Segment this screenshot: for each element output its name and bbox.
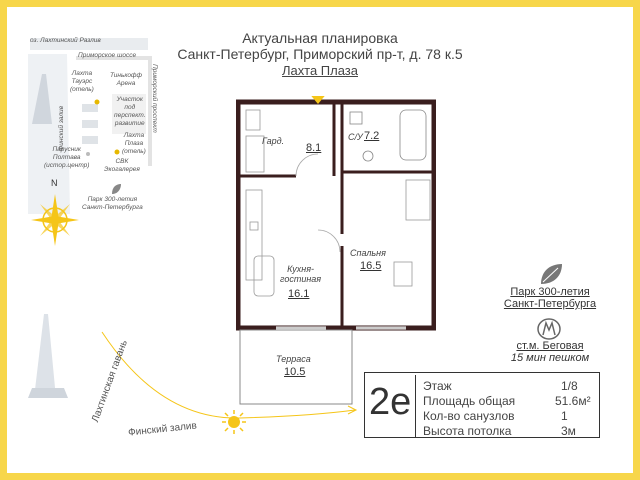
bathroom-area: 7.2 (364, 130, 380, 142)
metro-label: ст.м. Беговая (516, 340, 584, 352)
title-address: Санкт-Петербург, Приморский пр-т, д. 78 к.5 (177, 46, 463, 62)
metro-walk-time: 15 мин пешком (510, 352, 590, 364)
compass-icon (30, 178, 80, 248)
terrace-area: 10.5 (284, 366, 306, 378)
harbor-label: Лахтинская гавань (90, 338, 130, 424)
metro-icon (536, 318, 562, 340)
sun-icon (222, 410, 246, 434)
tower-illustration (28, 310, 68, 400)
area-value: 51.6м² (555, 394, 591, 408)
map-label-lake: оз. Лахтинский Разлив (30, 37, 101, 44)
map-label-towers: Лахта Тауэрс (отель) (70, 70, 94, 93)
bathroom-name: С/У (348, 132, 363, 142)
kitchen-name: Кухня- гостиная (280, 264, 322, 284)
info-divider (415, 375, 416, 437)
ceiling-label: Высота потолка (423, 424, 512, 438)
kitchen-area: 16.1 (288, 288, 310, 300)
bedroom-name: Спальня (350, 248, 386, 258)
title-complex: Лахта Плаза (282, 63, 358, 78)
title-heading: Актуальная планировка (242, 30, 398, 46)
map-label-park: Парк 300-летия Санкт-Петербурга (82, 196, 143, 211)
map-label-bay: Финский залив (58, 106, 65, 151)
closet-area: 8.1 (306, 142, 322, 154)
map-label-road-top: Приморское шоссе (78, 52, 137, 59)
closet-name: Гард. (262, 136, 285, 146)
terrace-name: Терраса (276, 354, 311, 364)
bathrooms-label: Кол-во санузлов (423, 409, 515, 423)
park-label: Парк 300-летия Санкт-Петербурга (503, 286, 597, 310)
map-label-plaza: Лахта Плаза (отель) (122, 132, 146, 155)
floor-plan (236, 96, 436, 408)
park-icon (538, 262, 564, 286)
compass-north-label: N (51, 178, 58, 188)
leaf-icon (110, 182, 122, 194)
floor-label: Этаж (423, 379, 452, 393)
area-label: Площадь общая (423, 394, 516, 408)
floor-value: 1/8 (561, 379, 578, 393)
map-label-road-side: Приморский проспект (151, 64, 158, 133)
bay-label: Финский залив (127, 420, 198, 439)
bedroom-area: 16.5 (360, 260, 382, 272)
bathrooms-value: 1 (561, 409, 568, 423)
map-label-plot: Участок под перспект. развитие (114, 96, 146, 127)
ceiling-value: 3м (561, 424, 576, 438)
info-box (364, 372, 600, 438)
map-label-tinkoff: Тинькофф Арена (110, 72, 142, 87)
map-label-parusnik: Парусник Полтава (истор.центр) (44, 146, 90, 169)
map-label-svk: СВК Экогалерея (104, 158, 140, 173)
apartment-code: 2е (369, 381, 412, 423)
